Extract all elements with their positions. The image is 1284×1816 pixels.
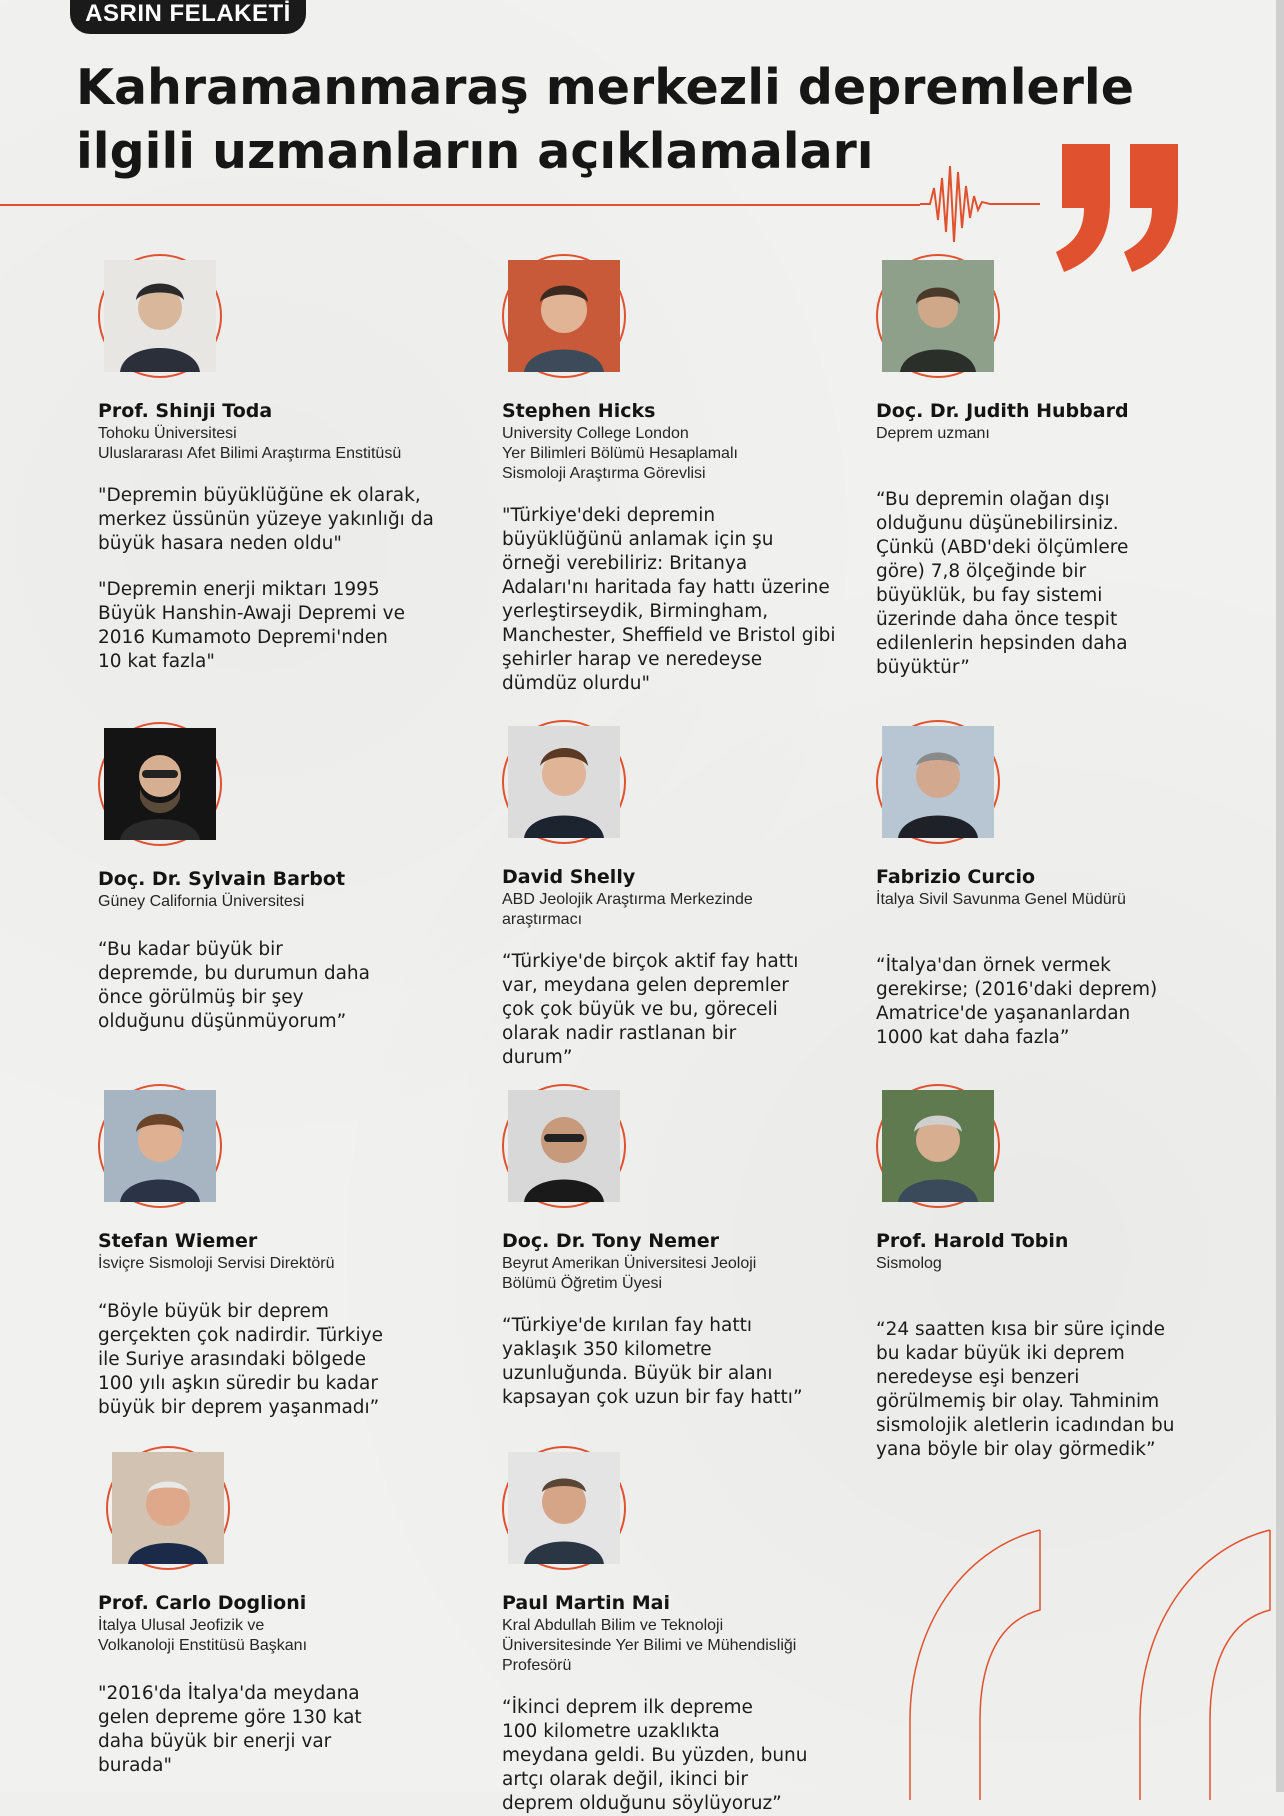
expert-photo: [98, 1084, 222, 1208]
expert-role: İtalya Ulusal Jeofizik ve Volkanoloji Enstitüsü Başkanı: [98, 1617, 308, 1654]
section-tag: ASRIN FELAKETİ: [70, 0, 306, 34]
expert-name: David Shelly: [502, 866, 636, 888]
expert-name: Fabrizio Curcio: [876, 866, 1036, 888]
expert-role: Deprem uzmanı: [876, 425, 990, 442]
expert-quote: "Türkiye'deki depremin büyüklüğünü anlamak için şu örneği verebiliriz: Britanya Adaları'nı haritada fay hattı üzerine yerleştirseydik, Birmingham, Manchester, Sheffield ve Bristol gibi şehirler harap ve neredeyse dümdüz olurdu": [502, 505, 836, 694]
expert-photo: [502, 1446, 626, 1570]
expert-quote: “İtalya'dan örnek vermek gerekirse; (2016'daki deprem) Amatrice'de yaşananlardan 1000 kat daha fazla”: [876, 955, 1158, 1048]
expert-card: [98, 722, 478, 1034]
expert-card: [98, 254, 478, 674]
expert-quote: "2016'da İtalya'da meydana gelen depreme göre 130 kat daha büyük bir enerji var burada": [98, 1683, 362, 1776]
expert-role: University College London Yer Bilimleri Bölümü Hesaplamalı Sismoloji Araştırma Görevlisi: [502, 425, 738, 482]
expert-name: Paul Martin Mai: [502, 1592, 670, 1614]
expert-name: Stefan Wiemer: [98, 1230, 258, 1252]
expert-photo: [502, 720, 626, 844]
expert-quote: “Türkiye'de birçok aktif fay hattı var, meydana gelen depremler çok çok büyük ve bu, göreceli olarak nadir rastlanan bir durum”: [502, 951, 799, 1068]
expert-name: Doç. Dr. Sylvain Barbot: [98, 868, 346, 890]
expert-card: [98, 1084, 478, 1420]
expert-photo: [876, 254, 1000, 378]
expert-photo: [98, 722, 222, 846]
expert-quote: “24 saatten kısa bir süre içinde bu kadar büyük iki deprem neredeyse eşi benzeri görülmemiş bir olay. Tahminim sismolojik aletlerin icadından bu yana böyle bir olay görmedik”: [876, 1319, 1175, 1460]
expert-role: İtalya Sivil Savunma Genel Müdürü: [876, 891, 1126, 908]
decorative-quote-outline-icon: [840, 1520, 1280, 1800]
expert-name: Prof. Harold Tobin: [876, 1230, 1069, 1252]
expert-role: Güney California Üniversitesi: [98, 893, 305, 910]
expert-photo: [502, 254, 626, 378]
expert-card: [502, 1446, 882, 1816]
expert-card: [876, 254, 1256, 680]
expert-role: ABD Jeolojik Araştırma Merkezinde araştırmacı: [502, 891, 753, 928]
expert-quote: “Bu depremin olağan dışı olduğunu düşünebilirsiniz. Çünkü (ABD'deki ölçümlere göre) 7,8 ölçeğinde bir büyüklük, bu fay sistemi üzerinde daha önce tespit edilenlerin hepsinden daha büyüktür”: [876, 489, 1129, 678]
expert-card: [502, 720, 882, 1070]
expert-card: [876, 1084, 1256, 1462]
expert-quote: "Depremin enerji miktarı 1995 Büyük Hanshin-Awaji Depremi ve 2016 Kumamoto Depremi'nden 10 kat fazla": [98, 579, 406, 672]
expert-role: Tohoku Üniversitesi Uluslararası Afet Bilimi Araştırma Enstitüsü: [98, 425, 402, 462]
expert-card: [876, 720, 1256, 1050]
expert-quote: "Depremin büyüklüğüne ek olarak, merkez üssünün yüzeye yakınlığı da büyük hasara neden oldu": [98, 485, 434, 554]
expert-photo: [98, 254, 222, 378]
expert-name: Doç. Dr. Judith Hubbard: [876, 400, 1129, 422]
expert-photo: [876, 1084, 1000, 1208]
seismograph-wave-icon: [920, 158, 1040, 248]
expert-photo: [106, 1446, 230, 1570]
expert-card: [502, 1084, 882, 1410]
expert-quote: “Böyle büyük bir deprem gerçekten çok nadirdir. Türkiye ile Suriye arasındaki bölgede 100 yılı aşkın süredir bu kadar büyük bir deprem yaşanmadı”: [98, 1301, 383, 1418]
expert-role: Sismolog: [876, 1255, 942, 1272]
expert-role: Kral Abdullah Bilim ve Teknoloji Üniversitesinde Yer Bilimi ve Mühendisliği Profesörü: [502, 1617, 797, 1674]
expert-card: [98, 1446, 478, 1778]
title-line: ilgili uzmanların açıklamaları: [76, 123, 874, 180]
expert-photo: [876, 720, 1000, 844]
expert-role: İsviçre Sismoloji Servisi Direktörü: [98, 1255, 335, 1272]
expert-photo: [502, 1084, 626, 1208]
expert-name: Prof. Carlo Doglioni: [98, 1592, 307, 1614]
expert-card: [502, 254, 882, 696]
divider-line: [0, 204, 920, 206]
expert-quote: “Türkiye'de kırılan fay hattı yaklaşık 350 kilometre uzunluğunda. Büyük bir alanı kapsayan çok uzun bir fay hattı”: [502, 1315, 803, 1408]
expert-name: Prof. Shinji Toda: [98, 400, 273, 422]
expert-quote: “Bu kadar büyük bir depremde, bu durumun daha önce görülmüş bir şey olduğunu düşünmüyorum”: [98, 939, 370, 1032]
expert-name: Doç. Dr. Tony Nemer: [502, 1230, 720, 1252]
title-line: Kahramanmaraş merkezli depremlerle: [76, 59, 1134, 116]
expert-role: Beyrut Amerikan Üniversitesi Jeoloji Bölümü Öğretim Üyesi: [502, 1255, 757, 1292]
expert-quote: “İkinci deprem ilk depreme 100 kilometre uzaklıkta meydana geldi. Bu yüzden, bunu artçı olarak değil, ikinci bir deprem olduğunu söylüyoruz”: [502, 1697, 808, 1814]
expert-name: Stephen Hicks: [502, 400, 656, 422]
